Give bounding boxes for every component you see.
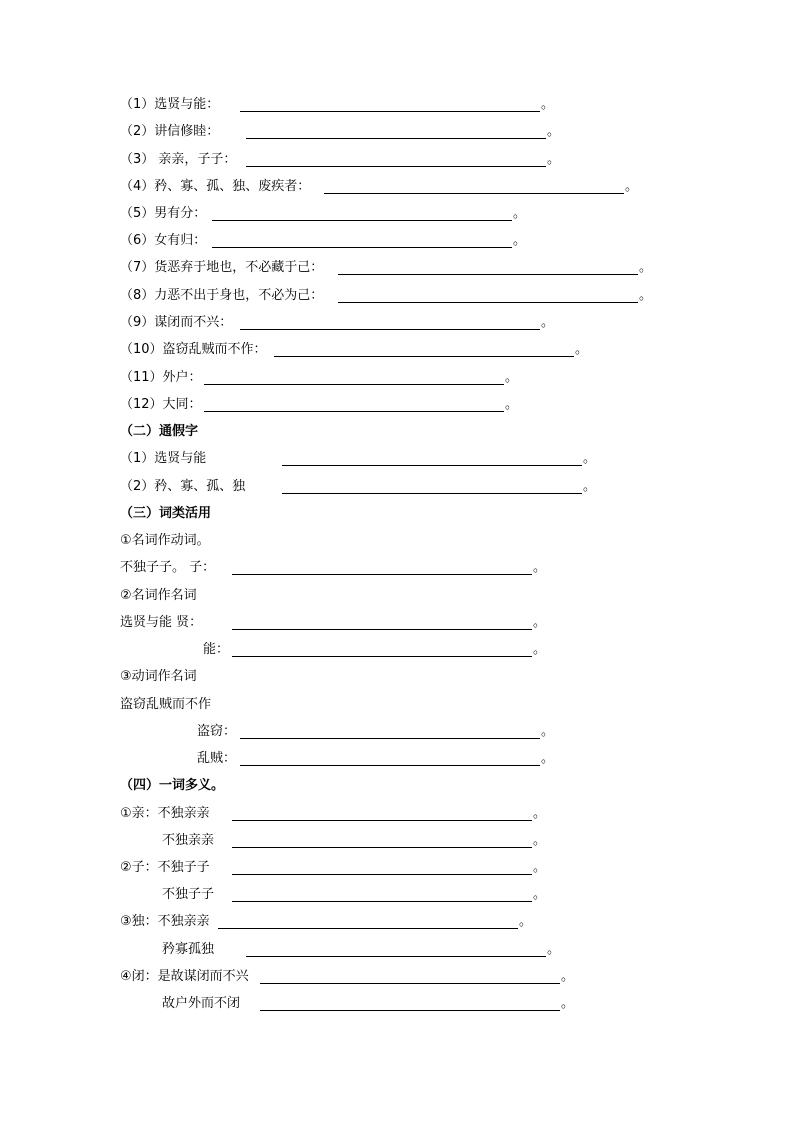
answer-blank[interactable] <box>232 847 532 848</box>
item-label: 不独子子 <box>162 887 215 902</box>
item-end: 。 <box>575 342 589 357</box>
item-label: 盗窃乱贼而不作 <box>120 697 212 712</box>
answer-blank[interactable] <box>260 983 560 984</box>
item-label: （7）货恶弃于地也，不必藏于己： <box>120 260 324 275</box>
answer-blank[interactable] <box>240 111 540 112</box>
subheading: ③动词作名词 <box>120 669 197 684</box>
item-label: ④闭：是故谋闭而不兴 <box>120 969 249 984</box>
answer-blank[interactable] <box>324 193 624 194</box>
item-label: （11）外户： <box>120 370 202 385</box>
item-label: 矜寡孤独 <box>162 942 215 957</box>
item-label: ①亲：不独亲亲 <box>120 806 210 821</box>
item-end: 。 <box>519 914 533 929</box>
item-label: （10）盗窃乱贼而不作： <box>120 342 267 357</box>
item-end: 。 <box>541 751 555 766</box>
item-label: （5）男有分： <box>120 206 207 221</box>
answer-blank[interactable] <box>246 166 546 167</box>
item-end: 。 <box>625 179 639 194</box>
answer-blank[interactable] <box>240 765 540 766</box>
answer-blank[interactable] <box>240 738 540 739</box>
item-end: 。 <box>505 370 519 385</box>
item-label: （6）女有归： <box>120 233 207 248</box>
answer-blank[interactable] <box>232 820 532 821</box>
item-label: （12）大同： <box>120 397 202 412</box>
item-label: 能： <box>203 642 230 657</box>
item-label: 不独亲亲 <box>162 833 215 848</box>
item-end: 。 <box>505 397 519 412</box>
subheading: ①名词作动词。 <box>120 533 210 548</box>
item-end: 。 <box>583 451 597 466</box>
answer-blank[interactable] <box>204 411 504 412</box>
answer-blank[interactable] <box>246 956 546 957</box>
answer-blank[interactable] <box>282 465 582 466</box>
item-end: 。 <box>533 642 547 657</box>
item-end: 。 <box>513 206 527 221</box>
item-label: ②子：不独子子 <box>120 860 210 875</box>
item-label: （8）力恶不出于身也，不必为己： <box>120 288 324 303</box>
item-label: （2）矜、寡、孤、独 <box>120 479 246 494</box>
section-heading: （四）一词多义。 <box>120 778 225 793</box>
answer-blank[interactable] <box>232 629 532 630</box>
item-label: ③独：不独亲亲 <box>120 914 210 929</box>
item-end: 。 <box>639 260 653 275</box>
answer-blank[interactable] <box>338 274 638 275</box>
item-label: 不独子子。 子： <box>120 560 216 575</box>
item-end: 。 <box>547 152 561 167</box>
item-label: （4）矜、寡、孤、独、废疾者： <box>120 179 311 194</box>
item-end: 。 <box>547 124 561 139</box>
answer-blank[interactable] <box>232 574 532 575</box>
answer-blank[interactable] <box>212 220 512 221</box>
answer-blank[interactable] <box>282 493 582 494</box>
item-end: 。 <box>533 833 547 848</box>
item-end: 。 <box>513 233 527 248</box>
answer-blank[interactable] <box>338 302 638 303</box>
item-end: 。 <box>533 615 547 630</box>
subheading: ②名词作名词 <box>120 588 197 603</box>
item-label: 盗窃： <box>197 724 237 739</box>
answer-blank[interactable] <box>246 138 546 139</box>
answer-blank[interactable] <box>274 356 574 357</box>
item-label: 选贤与能 贤： <box>120 615 203 630</box>
answer-blank[interactable] <box>218 928 518 929</box>
item-end: 。 <box>583 479 597 494</box>
item-label: （2）讲信修睦： <box>120 124 220 139</box>
item-end: 。 <box>561 969 575 984</box>
item-label: 乱贼： <box>197 751 237 766</box>
item-label: （1）选贤与能 <box>120 451 207 466</box>
answer-blank[interactable] <box>232 656 532 657</box>
answer-blank[interactable] <box>232 874 532 875</box>
item-label: 故户外而不闭 <box>162 996 241 1011</box>
answer-blank[interactable] <box>260 1010 560 1011</box>
item-end: 。 <box>533 806 547 821</box>
item-end: 。 <box>533 560 547 575</box>
item-end: 。 <box>533 860 547 875</box>
item-label: （1）选贤与能： <box>120 97 220 112</box>
section-heading: （二）通假字 <box>120 424 199 439</box>
answer-blank[interactable] <box>240 329 540 330</box>
item-label: （9）谋闭而不兴： <box>120 315 233 330</box>
section-heading: （三）词类活用 <box>120 506 212 521</box>
answer-blank[interactable] <box>212 247 512 248</box>
item-end: 。 <box>561 996 575 1011</box>
item-label: （3） 亲亲，子子： <box>120 152 237 167</box>
item-end: 。 <box>541 97 555 112</box>
item-end: 。 <box>541 315 555 330</box>
item-end: 。 <box>533 887 547 902</box>
item-end: 。 <box>547 942 561 957</box>
item-end: 。 <box>541 724 555 739</box>
answer-blank[interactable] <box>204 384 504 385</box>
answer-blank[interactable] <box>232 901 532 902</box>
item-end: 。 <box>639 288 653 303</box>
